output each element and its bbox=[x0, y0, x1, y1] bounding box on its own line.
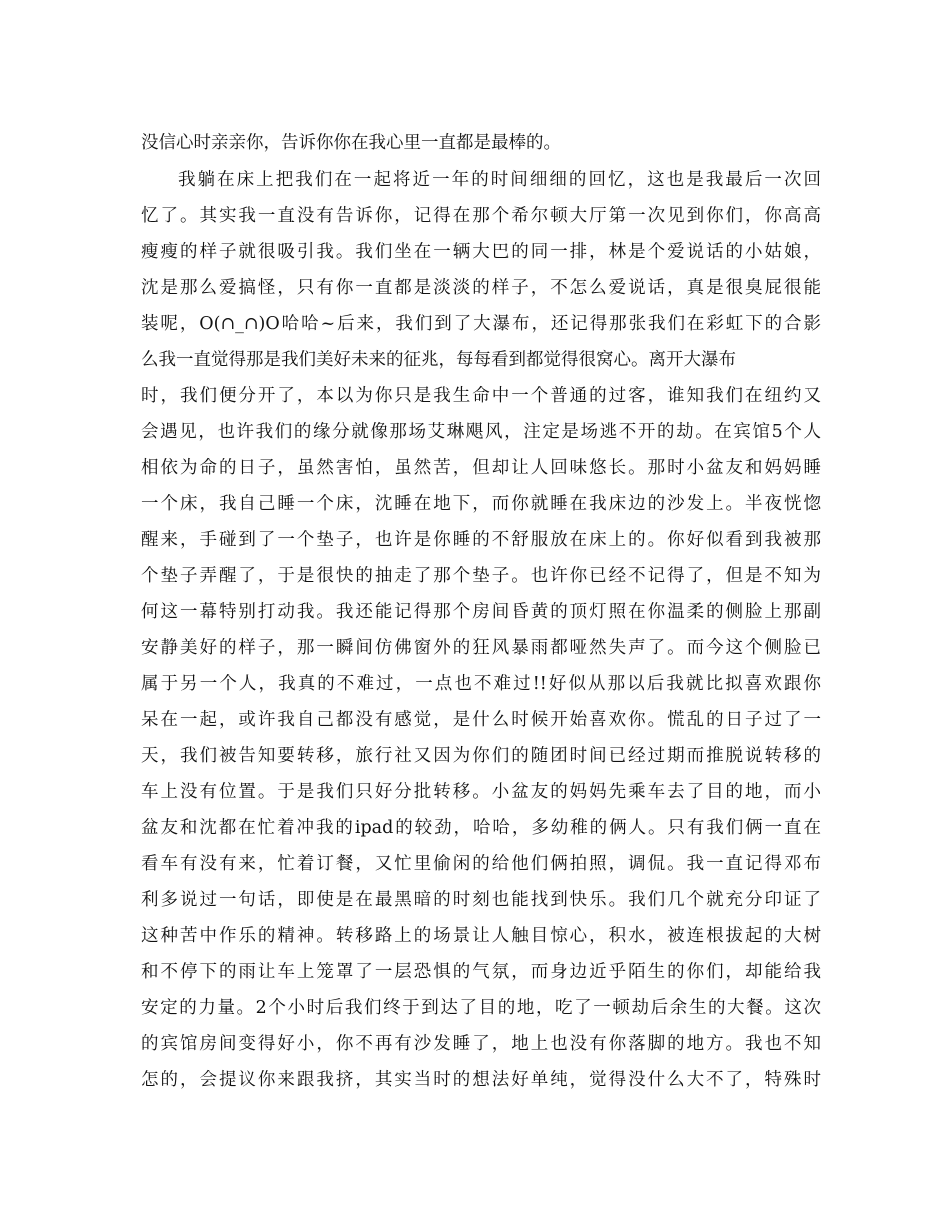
text-line: 看车有没有来，忙着订餐，又忙里偷闲的给他们俩拍照，调侃。我一直记得邓布 bbox=[141, 854, 821, 874]
text-line: 的宾馆房间变得好小，你不再有沙发睡了，地上也没有你落脚的地方。我也不知 bbox=[141, 1034, 821, 1054]
text-line: 瘦瘦的样子就很吸引我。我们坐在一辆大巴的同一排，林是个爱说话的小姑娘， bbox=[141, 242, 821, 262]
text-line: 一个床，我自己睡一个床，沈睡在地下，而你就睡在我床边的沙发上。半夜恍惚 bbox=[141, 494, 821, 514]
text-line: 没信心时亲亲你，告诉你你在我心里一直都是最棒的。 bbox=[141, 133, 561, 153]
text-line: 呆在一起，或许我自己都没有感觉，是什么时候开始喜欢你。慌乱的日子过了一 bbox=[141, 710, 821, 730]
text-line: 安定的力量。2个小时后我们终于到达了目的地，吃了一顿劫后余生的大餐。这次 bbox=[141, 998, 821, 1018]
text-line: 何这一幕特别打动我。我还能记得那个房间昏黄的顶灯照在你温柔的侧脸上那副 bbox=[141, 602, 821, 622]
text-line: 装呢，O(∩_∩)O哈哈~后来，我们到了大瀑布，还记得那张我们在彩虹下的合影 bbox=[141, 314, 821, 334]
text-line: 天，我们被告知要转移，旅行社又因为你们的随团时间已经过期而推脱说转移的 bbox=[141, 746, 821, 766]
text-line: 和不停下的雨让车上笼罩了一层恐惧的气氛，而身边近乎陌生的你们，却能给我 bbox=[141, 962, 821, 982]
text-line: 醒来，手碰到了一个垫子，也许是你睡的不舒服放在床上的。你好似看到我被那 bbox=[141, 530, 821, 550]
text-line: 安静美好的样子，那一瞬间仿佛窗外的狂风暴雨都哑然失声了。而今这个侧脸已 bbox=[141, 638, 821, 658]
text-line: 怎的，会提议你来跟我挤，其实当时的想法好单纯，觉得没什么大不了，特殊时 bbox=[141, 1070, 821, 1090]
text-line: 利多说过一句话，即使是在最黑暗的时刻也能找到快乐。我们几个就充分印证了 bbox=[141, 890, 821, 910]
text-line: 我躺在床上把我们在一起将近一年的时间细细的回忆，这也是我最后一次回 bbox=[178, 170, 821, 190]
text-line: 么我一直觉得那是我们美好未来的征兆，每每看到都觉得很窝心。离开大瀑布 bbox=[141, 350, 736, 370]
text-line: 盆友和沈都在忙着冲我的ipad的较劲，哈哈，多幼稚的俩人。只有我们俩一直在 bbox=[141, 818, 821, 838]
text-line: 这种苦中作乐的精神。转移路上的场景让人触目惊心，积水，被连根拔起的大树 bbox=[141, 926, 821, 946]
text-line: 车上没有位置。于是我们只好分批转移。小盆友的妈妈先乘车去了目的地，而小 bbox=[141, 782, 821, 802]
text-line: 属于另一个人，我真的不难过，一点也不难过!!好似从那以后我就比拟喜欢跟你 bbox=[141, 674, 821, 694]
text-line: 忆了。其实我一直没有告诉你，记得在那个希尔顿大厅第一次见到你们，你高高 bbox=[141, 206, 821, 226]
text-line: 沈是那么爱搞怪，只有你一直都是淡淡的样子，不怎么爱说话，真是很臭屁很能 bbox=[141, 278, 821, 298]
text-line: 时，我们便分开了，本以为你只是我生命中一个普通的过客，谁知我们在纽约又 bbox=[141, 386, 821, 406]
text-line: 会遇见，也许我们的缘分就像那场艾琳飓风，注定是场逃不开的劫。在宾馆5个人 bbox=[141, 422, 821, 442]
text-line: 个垫子弄醒了，于是很快的抽走了那个垫子。也许你已经不记得了，但是不知为 bbox=[141, 566, 821, 586]
text-line: 相依为命的日子，虽然害怕，虽然苦，但却让人回味悠长。那时小盆友和妈妈睡 bbox=[141, 458, 821, 478]
